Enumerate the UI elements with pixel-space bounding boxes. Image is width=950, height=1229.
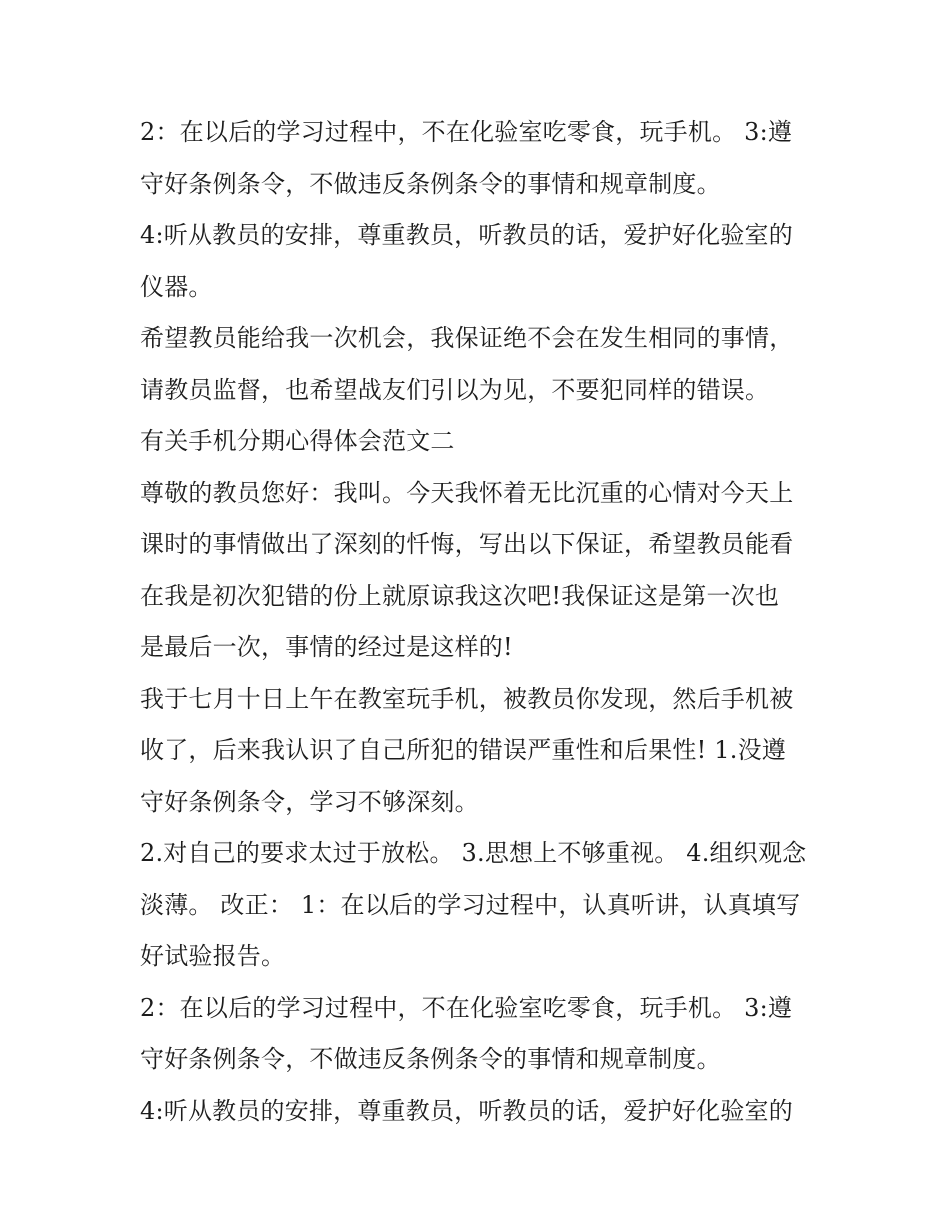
- text-line: 收了，后来我认识了自己所犯的错误严重性和后果性! 1.没遵: [140, 736, 786, 764]
- text-line: 好试验报告。: [140, 942, 286, 970]
- text-line: 希望教员能给我一次机会，我保证绝不会在发生相同的事情，: [140, 324, 794, 352]
- text-line: 我于七月十日上午在教室玩手机，被教员你发现，然后手机被: [140, 684, 794, 713]
- text-line: 2：在以后的学习过程中，不在化验室吃零食，玩手机。 3:遵: [140, 118, 793, 146]
- text-line: 淡薄。 改正： 1：在以后的学习过程中，认真听讲，认真填写: [140, 890, 801, 919]
- text-line: 4:听从教员的安排，尊重教员，听教员的话，爱护好化验室的: [140, 1096, 793, 1125]
- text-line: 4:听从教员的安排，尊重教员，听教员的话，爱护好化验室的: [140, 221, 793, 249]
- text-line: 是最后一次，事情的经过是这样的!: [140, 633, 513, 661]
- text-line: 2.对自己的要求太过于放松。 3.思想上不够重视。 4.组织观念: [140, 839, 807, 867]
- text-line: 课时的事情做出了深刻的忏悔，写出以下保证，希望教员能看: [140, 530, 794, 558]
- text-line: 守好条例条令，学习不够深刻。: [140, 787, 479, 816]
- text-line: 在我是初次犯错的份上就原谅我这次吧!我保证这是第一次也: [140, 581, 780, 610]
- text-line: 请教员监督，也希望战友们引以为见，不要犯同样的错误。: [140, 375, 770, 404]
- text-line: 2：在以后的学习过程中，不在化验室吃零食，玩手机。 3:遵: [140, 993, 793, 1022]
- text-line: 守好条例条令，不做违反条例条令的事情和规章制度。: [140, 169, 721, 198]
- section-heading: 有关手机分期心得体会范文二: [140, 427, 455, 455]
- text-line: 仪器。: [140, 272, 213, 301]
- text-line: 尊敬的教员您好：我叫。今天我怀着无比沉重的心情对今天上: [140, 478, 794, 507]
- document-body: [140, 107, 820, 1137]
- text-line: 守好条例条令，不做违反条例条令的事情和规章制度。: [140, 1045, 721, 1073]
